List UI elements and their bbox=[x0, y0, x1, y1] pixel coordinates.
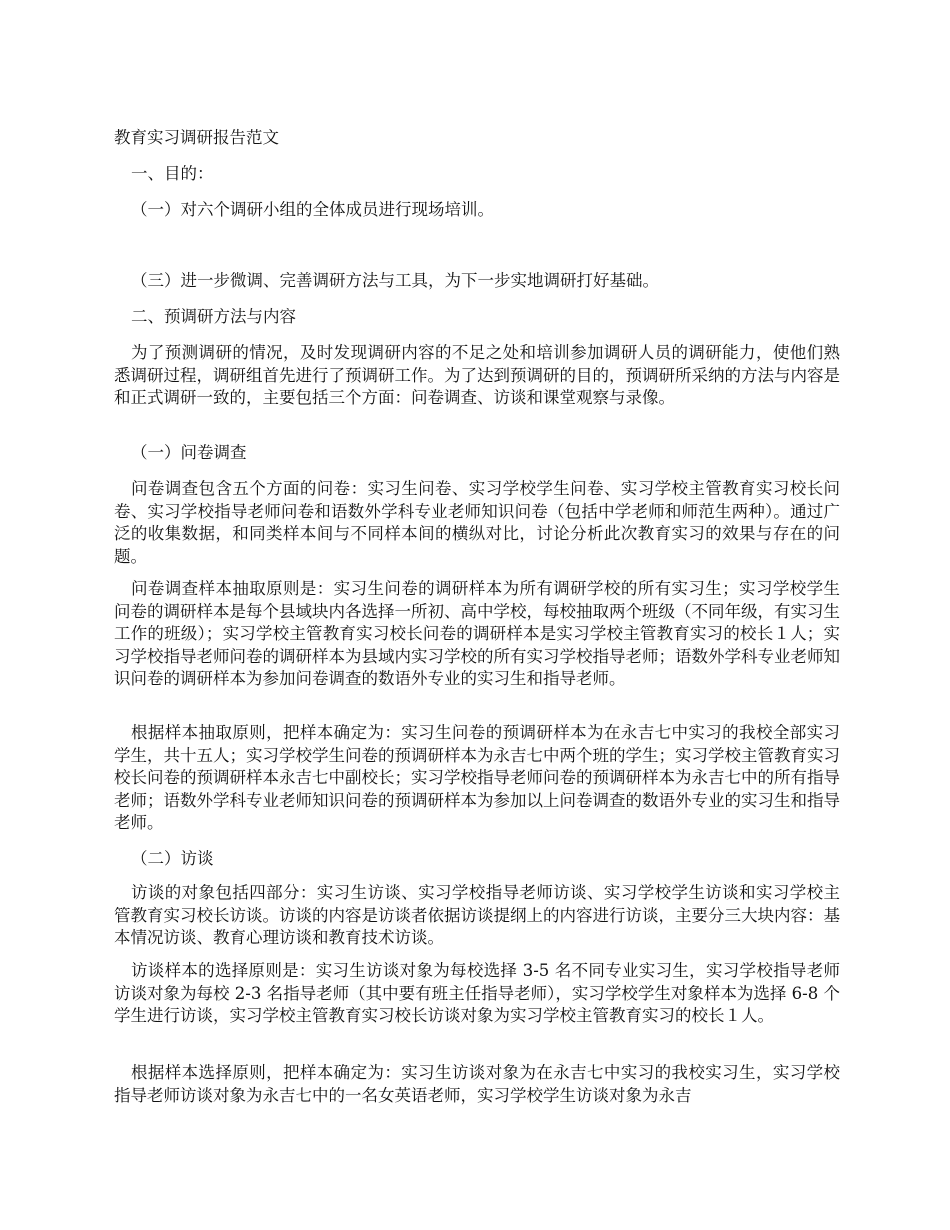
interview-paragraph-1: 访谈的对象包括四部分：实习生访谈、实习学校指导老师访谈、实习学校学生访谈和实习学校主管教育实习校长访谈。访谈的内容是访谈者依据访谈提纲上的内容进行访谈，主要分三大块内容：基本情况访谈、教育心理访谈和教育技术访谈。 bbox=[114, 883, 840, 947]
subsection-interview-heading: （二）访谈 bbox=[131, 849, 214, 868]
interview-paragraph-3: 根据样本选择原则，把样本确定为：实习生访谈对象为在永吉七中实习的我校实习生，实习学校指导老师访谈对象为永吉七中的一名女英语老师，实习学校学生访谈对象为永吉 bbox=[114, 1063, 840, 1105]
section-2-intro-paragraph: 为了预测调研的情况，及时发现调研内容的不足之处和培训参加调研人员的调研能力，使他们熟悉调研过程，调研组首先进行了预调研工作。为了达到预调研的目的，预调研所采纳的方法与内容是和正式调研一致的，主要包括三个方面：问卷调查、访谈和课堂观察与录像。 bbox=[114, 343, 840, 407]
survey-paragraph-1: 问卷调查包含五个方面的问卷：实习生问卷、实习学校学生问卷、实习学校主管教育实习校长问卷、实习学校指导老师问卷和语数外学科专业老师知识问卷（包括中学老师和师范生两种）。通过广泛的收集数据，和同类样本间与不同样本间的横纵对比，讨论分析此次教育实习的效果与存在的问题。 bbox=[114, 479, 840, 566]
survey-paragraph-3: 根据样本抽取原则，把样本确定为：实习生问卷的预调研样本为在永吉七中实习的我校全部实习学生，共十五人；实习学校学生问卷的预调研样本为永吉七中两个班的学生；实习学校主管教育实习校长问卷的预调研样本永吉七中副校长；实习学校指导老师问卷的预调研样本为永吉七中的所有指导老师；语数外学科专业老师知识问卷的预调研样本为参加以上问卷调查的数语外专业的实习生和指导老师。 bbox=[114, 723, 840, 832]
section-1-item-1: （一）对六个调研小组的全体成员进行现场培训。 bbox=[131, 200, 494, 219]
interview-paragraph-2: 访谈样本的选择原则是：实习生访谈对象为每校选择 3-5 名不同专业实习生，实习学校指导老师访谈对象为每校 2-3 名指导老师（其中要有班主任指导老师），实习学校学生对象样本为选择 6-8 个学生进行访谈，实习学校主管教育实习校长访谈对象为实习学校主管教育实习的校长１人。 bbox=[114, 961, 840, 1025]
survey-paragraph-2: 问卷调查样本抽取原则是：实习生问卷的调研样本为所有调研学校的所有实习生；实习学校学生问卷的调研样本是每个县域块内各选择一所初、高中学校，每校抽取两个班级（不同年级，有实习生工作的班级）；实习学校主管教育实习校长问卷的调研样本是实习学校主管教育实习的校长１人；实习学校指导老师问卷的调研样本为县域内实习学校的所有实习学校指导老师；语数外学科专业老师知识问卷的调研样本为参加问卷调查的数语外专业的实习生和指导老师。 bbox=[114, 579, 840, 688]
subsection-survey-heading: （一）问卷调查 bbox=[131, 443, 247, 462]
section-1-item-3: （三）进一步微调、完善调研方法与工具，为下一步实地调研打好基础。 bbox=[131, 271, 659, 290]
document-title: 教育实习调研报告范文 bbox=[114, 128, 279, 147]
section-1-heading: 一、目的： bbox=[131, 164, 214, 183]
section-2-heading: 二、预调研方法与内容 bbox=[131, 307, 296, 326]
